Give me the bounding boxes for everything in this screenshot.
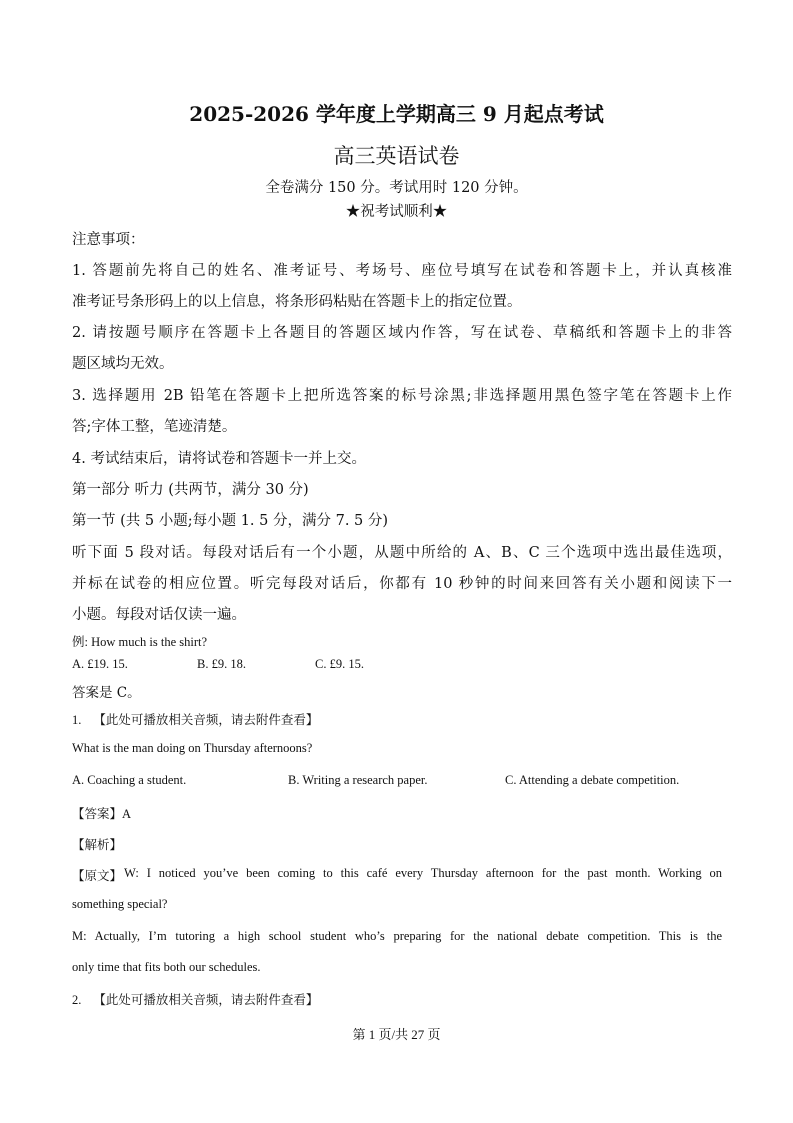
question-1-option-b: B. Writing a research paper. — [288, 773, 428, 787]
exam-subtitle: 高三英语试卷 — [333, 144, 460, 168]
original-text-tag: 【原文】 — [72, 868, 123, 883]
exam-title: 2025-2026 学年度上学期高三 9 月起点考试 — [189, 102, 604, 126]
instructions-line-2: 并标在试卷的相应位置。听完每段对话后，你都有 10 秒钟的时间来回答有关小题和阅读下一 — [72, 576, 732, 592]
example-question: 例: How much is the shirt? — [72, 635, 208, 649]
page-footer: 第 1 页/共 27 页 — [352, 1027, 441, 1042]
note-2-line-2: 题区域均无效。 — [72, 356, 174, 372]
question-1-option-c: C. Attending a debate competition. — [505, 773, 680, 787]
instructions-line-1: 听下面 5 段对话。每段对话后有一个小题，从题中所给的 A、B、C 三个选项中选出最佳选项， — [72, 545, 732, 561]
transcript-w-line-2: something special? — [72, 897, 168, 911]
audio-note-link[interactable]: 【此处可播放相关音频，请去附件查看】 — [93, 992, 319, 1007]
transcript-w-text: W: I noticed you’ve been coming to this café every Thursday afternoon for the past month. Working on — [124, 866, 722, 880]
question-1-text: What is the man doing on Thursday afternoons? — [72, 741, 313, 755]
note-2-line-1: 2. 请按题号顺序在答题卡上各题目的答题区域内作答，写在试卷、草稿纸和答题卡上的非答 — [72, 325, 732, 341]
question-1-number: 1. — [72, 713, 82, 727]
note-3-line-2: 答;字体工整，笔迹清楚。 — [72, 419, 237, 435]
transcript-w-line-1 — [72, 866, 722, 884]
good-luck-wish: ★祝考试顺利★ — [345, 204, 448, 220]
part-one-heading: 第一部分 听力 (共两节，满分 30 分) — [72, 482, 309, 498]
instructions-line-3: 小题。每段对话仅读一遍。 — [72, 607, 246, 623]
example-option-c: C. £9. 15. — [315, 657, 364, 671]
note-4: 4. 考试结束后，请将试卷和答题卡一并上交。 — [72, 451, 366, 467]
question-1-answer — [72, 804, 131, 822]
example-option-a: A. £19. 15. — [72, 657, 128, 671]
answer-value: A — [122, 807, 132, 821]
transcript-m-line-2: only time that fits both our schedules. — [72, 960, 261, 974]
note-1-line-2: 准考证号条形码上的以上信息，将条形码粘贴在答题卡上的指定位置。 — [72, 294, 522, 310]
answer-tag: 【答案】 — [72, 806, 123, 821]
note-3-line-1: 3. 选择题用 2B 铅笔在答题卡上把所选答案的标号涂黑;非选择题用黑色签字笔在答题卡上作 — [72, 388, 732, 404]
note-1-line-1: 1. 答题前先将自己的姓名、准考证号、考场号、座位号填写在试卷和答题卡上，并认真核准 — [72, 263, 732, 279]
transcript-m-line-1: M: Actually, I’m tutoring a high school student who’s preparing for the national debate competition. This is the — [72, 929, 722, 943]
example-option-b: B. £9. 18. — [197, 657, 246, 671]
question-2-number: 2. — [72, 993, 82, 1007]
analysis-tag: 【解析】 — [72, 837, 123, 852]
example-answer: 答案是 C。 — [72, 685, 141, 701]
question-1-header — [72, 710, 318, 728]
score-info: 全卷满分 150 分。考试用时 120 分钟。 — [265, 180, 528, 196]
question-2-header — [72, 990, 318, 1008]
section-one-heading: 第一节 (共 5 小题;每小题 1. 5 分，满分 7. 5 分) — [72, 513, 389, 529]
notes-heading: 注意事项： — [72, 232, 145, 248]
audio-note-link[interactable]: 【此处可播放相关音频，请去附件查看】 — [93, 712, 319, 727]
question-1-option-a: A. Coaching a student. — [72, 773, 187, 787]
